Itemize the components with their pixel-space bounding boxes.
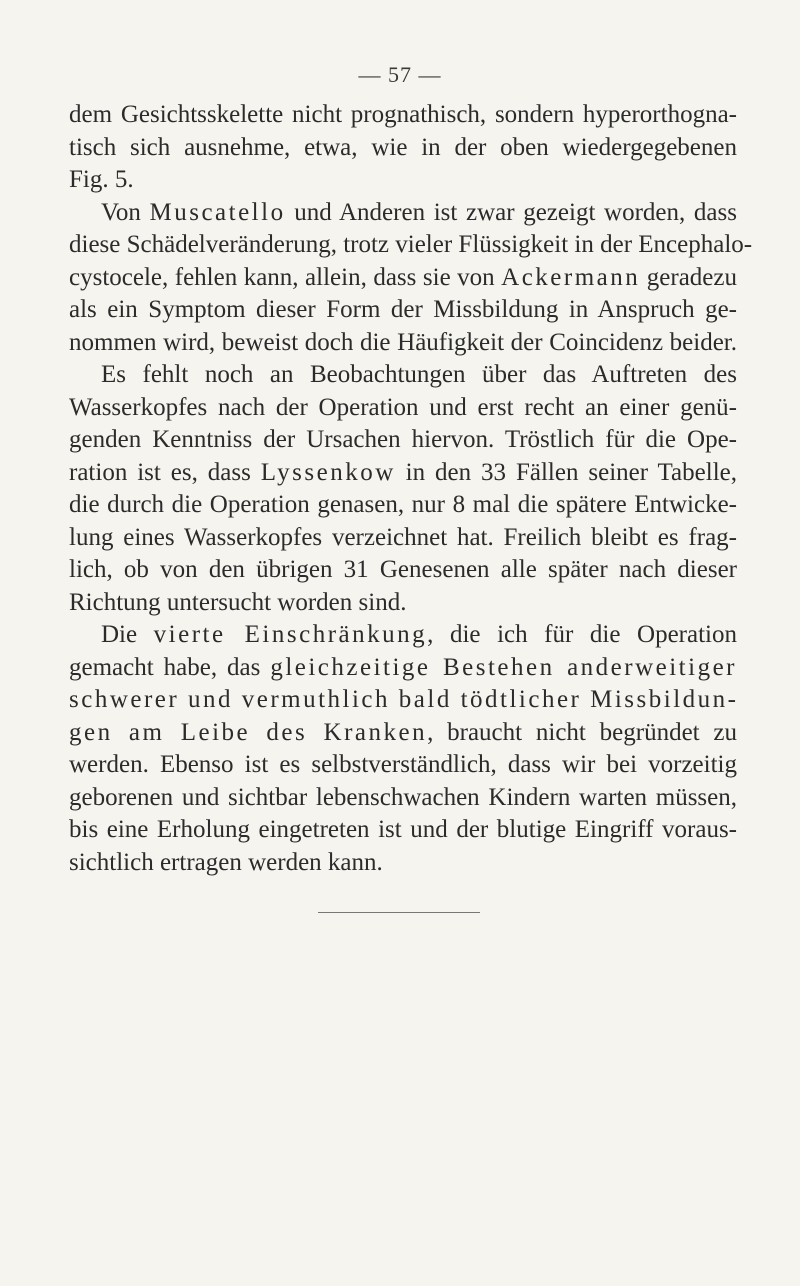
text-line: gemacht habe, das gleichzeitige Bestehen anderweitiger — [69, 653, 737, 681]
text-line: die durch die Operation genasen, nur 8 mal die spätere Entwicke- — [69, 491, 737, 518]
paragraph-2 — [69, 197, 753, 360]
text-line: Richtung untersucht worden sind. — [69, 588, 407, 616]
paragraph-1 — [69, 99, 737, 197]
emphasized-text: gen am Leibe des Kranken — [69, 718, 428, 746]
text-line: gen am Leibe des Kranken, braucht nicht begründet zu — [69, 718, 737, 746]
emphasized-text: Lyssenkow — [260, 458, 396, 486]
emphasized-text: Muscatello — [149, 198, 286, 226]
paragraph-4 — [69, 619, 737, 879]
emphasized-text: schwerer und vermuthlich bald tödtlicher Missbildun- — [69, 686, 739, 713]
text-line — [69, 684, 737, 717]
text-line: als ein Symptom dieser Form der Missbildung in Anspruch ge- — [69, 296, 737, 323]
text-line: dem Gesichtsskelette nicht prognathisch, sondern hyperorthogna- — [69, 101, 737, 128]
text-line: Wasserkopfes nach der Operation und erst recht an einer genü- — [69, 393, 737, 421]
emphasized-text: Ackermann — [501, 263, 641, 291]
emphasized-text: gleichzeitige Bestehen anderweitiger — [270, 653, 737, 681]
text-line: ration ist es, dass Lyssenkow in den 33 Fällen seiner Tabelle, — [69, 458, 737, 486]
text-line: cystocele, fehlen kann, allein, dass sie von Ackermann geradezu — [69, 263, 737, 291]
text-line: Von Muscatello und Anderen ist zwar gezeigt worden, dass — [101, 198, 737, 226]
text-line: sichtlich ertragen werden kann. — [69, 848, 383, 876]
text-line: Fig. 5. — [69, 166, 134, 193]
text-line: Die vierte Einschränkung, die ich für die Operation — [101, 621, 737, 648]
page-number: — 57 — — [358, 62, 442, 87]
text-line: tisch sich ausnehme, etwa, wie in der oben wiedergegebenen — [69, 133, 737, 161]
text-line: lich, ob von den übrigen 31 Genesenen alle später nach dieser — [69, 556, 737, 583]
text-line: diese Schädelveränderung, trotz vieler Flüssigkeit in der Encephalo- — [69, 231, 753, 258]
end-rule-divider — [318, 912, 480, 913]
text-line: werden. Ebenso ist es selbstverständlich, dass wir bei vorzeitig — [69, 751, 737, 778]
text-line: lung eines Wasserkopfes verzeichnet hat. Freilich bleibt es frag- — [69, 523, 737, 551]
text-line: bis eine Erholung eingetreten ist und der blutige Eingriff voraus- — [69, 816, 737, 843]
body-text — [69, 99, 753, 879]
text-line: Es fehlt noch an Beobachtungen über das Auftreten des — [101, 361, 737, 388]
emphasized-text: vierte Einschränkung — [153, 621, 428, 648]
text-line: genden Kenntniss der Ursachen hiervon. Tröstlich für die Ope- — [69, 426, 737, 453]
text-line: geborenen und sichtbar lebenschwachen Kindern warten müssen, — [69, 783, 737, 811]
paragraph-3 — [69, 359, 737, 619]
text-line: nommen wird, beweist doch die Häufigkeit der Coincidenz beider. — [69, 328, 737, 356]
